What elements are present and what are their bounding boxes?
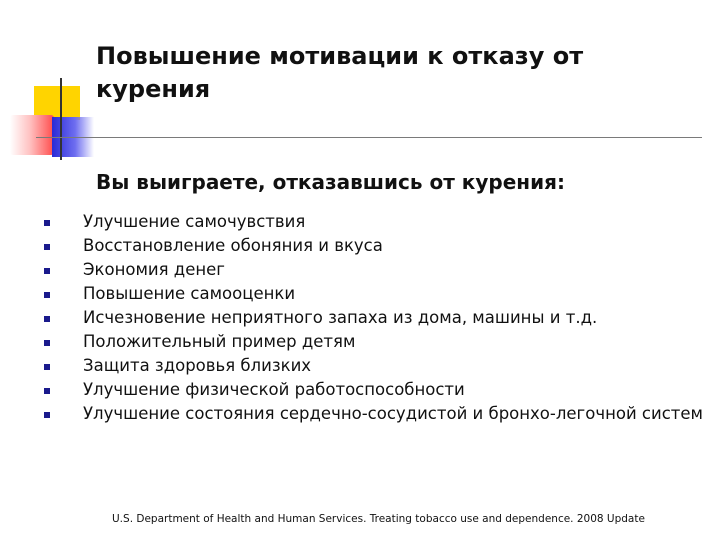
title-underline	[36, 137, 702, 138]
list-item	[44, 306, 704, 330]
square-bullet-icon	[44, 244, 50, 250]
list-item-text: Повышение самооценки	[83, 284, 296, 303]
source-citation: U.S. Department of Health and Human Services. Treating tobacco use and dependence. 2008 Update	[112, 513, 645, 525]
square-bullet-icon	[44, 316, 50, 322]
list-item	[44, 234, 704, 258]
list-item-text: Улучшение физической работоспособности	[83, 380, 465, 399]
square-bullet-icon	[44, 292, 50, 298]
list-item-text: Положительный пример детям	[83, 332, 356, 351]
list-item-text: Исчезновение неприятного запаха из дома, машины и т.д.	[83, 308, 598, 327]
list-item	[44, 378, 704, 402]
square-bullet-icon	[44, 364, 50, 370]
list-item-text: Защита здоровья близких	[83, 356, 312, 375]
square-bullet-icon	[44, 340, 50, 346]
list-item-text: Восстановление обоняния и вкуса	[83, 236, 383, 255]
list-item	[44, 282, 704, 306]
list-item-text: Экономия денег	[83, 260, 225, 279]
square-bullet-icon	[44, 220, 50, 226]
decor-vertical-line	[60, 78, 62, 160]
benefits-list	[44, 210, 704, 426]
subheading: Вы выиграете, отказавшись от курения:	[96, 170, 565, 194]
list-item	[44, 210, 704, 234]
list-item-text: Улучшение состояния сердечно-сосудистой и бронхо-легочной систем	[83, 404, 703, 423]
list-item	[44, 258, 704, 282]
square-bullet-icon	[44, 388, 50, 394]
list-item	[44, 330, 704, 354]
square-bullet-icon	[44, 412, 50, 418]
list-item	[44, 354, 704, 378]
slide-title: Повышение мотивации к отказу от курения	[96, 42, 584, 103]
square-bullet-icon	[44, 268, 50, 274]
list-item	[44, 402, 704, 426]
list-item-text: Улучшение самочувствия	[83, 212, 306, 231]
decor-red-square	[10, 115, 54, 155]
